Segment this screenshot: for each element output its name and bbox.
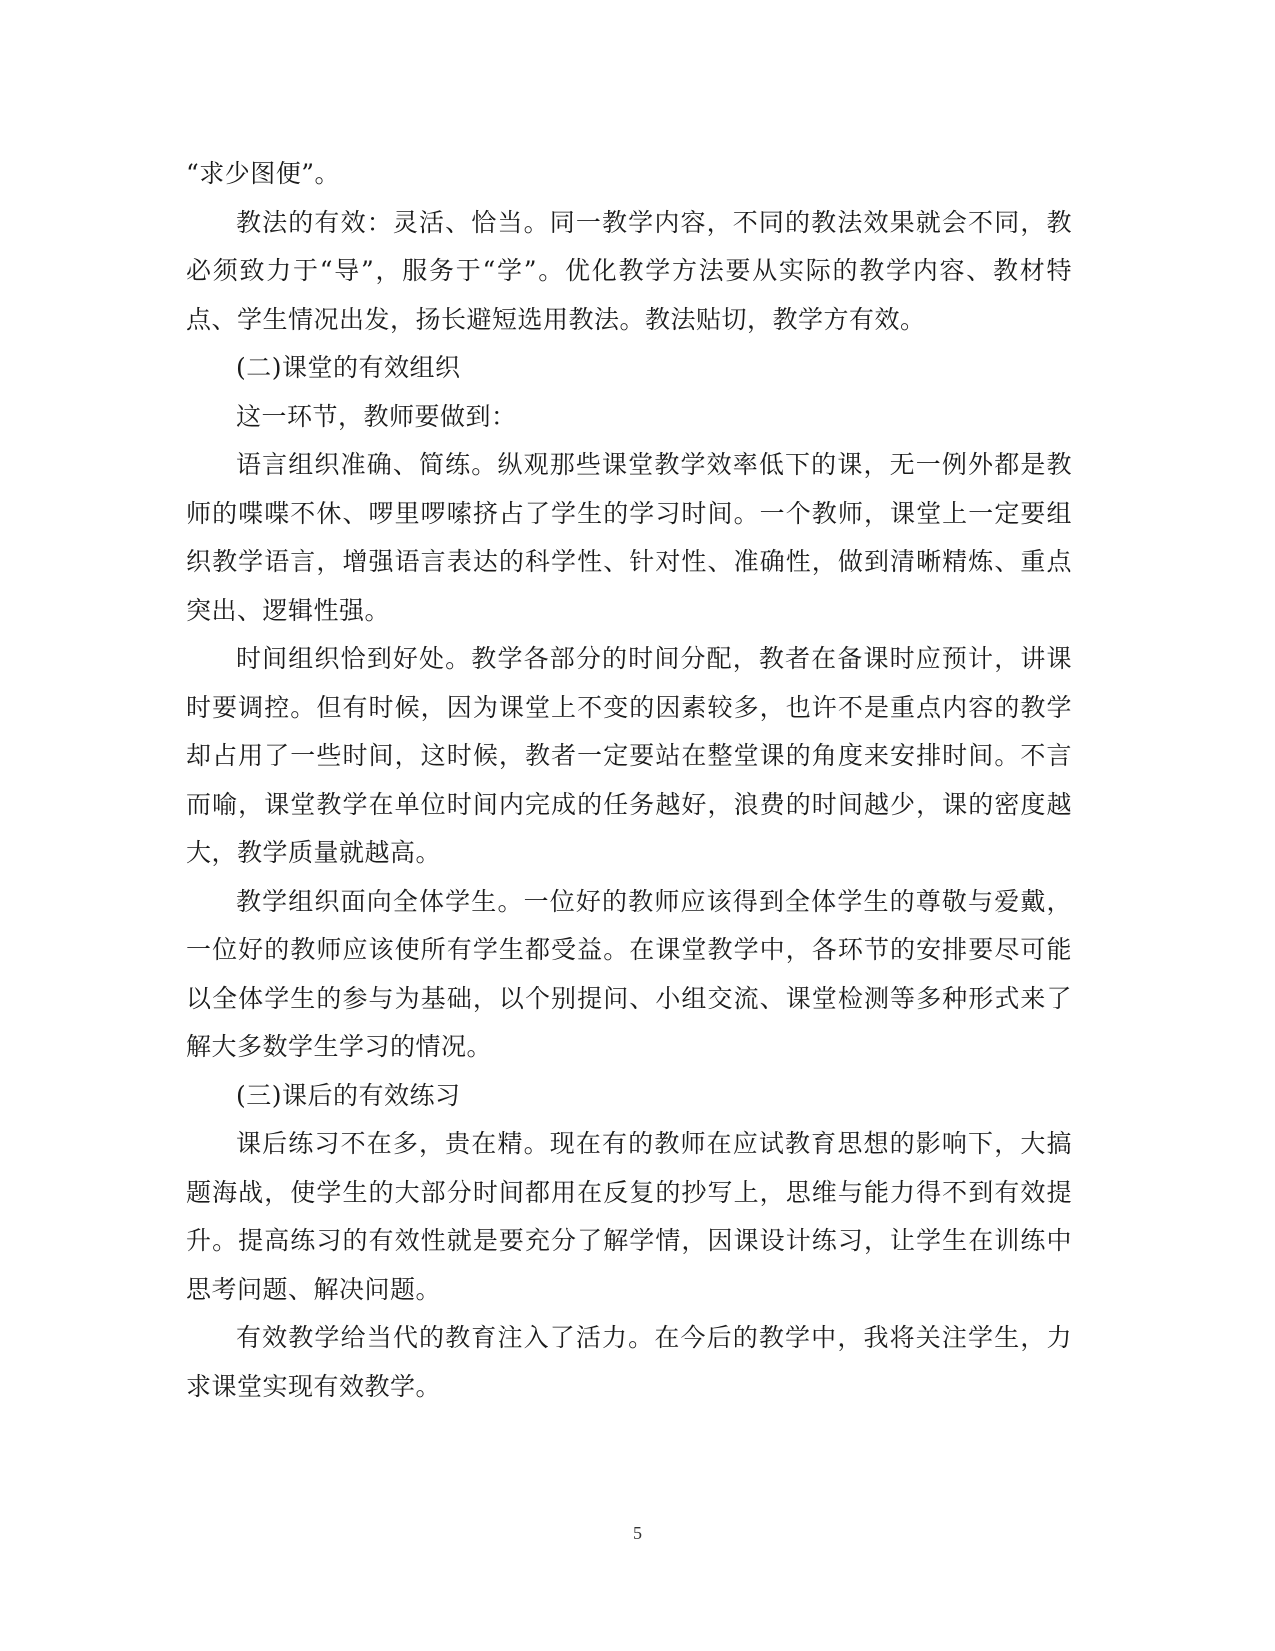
paragraph-time-organization: 时间组织恰到好处。教学各部分的时间分配，教者在备课时应预计，讲课时要调控。但有时候，因为课堂上不变的因素较多，也许不是重点内容的教学却占用了一些时间，这时候，教者一定要站在整堂课的角度来安排时间。不言而喻，课堂教学在单位时间内完成的任务越好，浪费的时间越少，课的密度越大，教学质量就越高。 (186, 644, 1072, 867)
paragraph-intro: 这一环节，教师要做到： (236, 401, 517, 431)
section-heading-classroom-organization: (二)课堂的有效组织 (236, 353, 461, 382)
paragraph-continuation: “求少图便”。 (186, 159, 341, 188)
paragraph-language-organization: 语言组织准确、简练。纵观那些课堂教学效率低下的课，无一例外都是教师的喋喋不休、啰里啰嗦挤占了学生的学习时间。一个教师，课堂上一定要组织教学语言，增强语言表达的科学性、针对性、准确性，做到清晰精炼、重点突出、逻辑性强。 (186, 450, 1072, 625)
paragraph-teaching-method: 教法的有效：灵活、恰当。同一教学内容，不同的教法效果就会不同，教必须致力于“导”，服务于“学”。优化教学方法要从实际的教学内容、教材特点、学生情况出发，扬长避短选用教法。教法贴切，教学方有效。 (186, 207, 1072, 334)
page-number: 5 (633, 1523, 642, 1543)
paragraph-practice: 课后练习不在多，贵在精。现在有的教师在应试教育思想的影响下，大搞题海战，使学生的大部分时间都用在反复的抄写上，思维与能力得不到有效提升。提高练习的有效性就是要充分了解学情，因课设计练习，让学生在训练中思考问题、解决问题。 (186, 1129, 1072, 1304)
section-heading-after-class-practice: (三)课后的有效练习 (236, 1080, 461, 1110)
paragraph-whole-class: 教学组织面向全体学生。一位好的教师应该得到全体学生的尊敬与爱戴，一位好的教师应该使所有学生都受益。在课堂教学中，各环节的安排要尽可能以全体学生的参与为基础，以个别提问、小组交流、课堂检测等多种形式来了解大多数学生学习的情况。 (186, 886, 1072, 1061)
paragraph-conclusion: 有效教学给当代的教育注入了活力。在今后的教学中，我将关注学生，力求课堂实现有效教学。 (186, 1323, 1072, 1401)
document-body (186, 150, 1072, 1411)
